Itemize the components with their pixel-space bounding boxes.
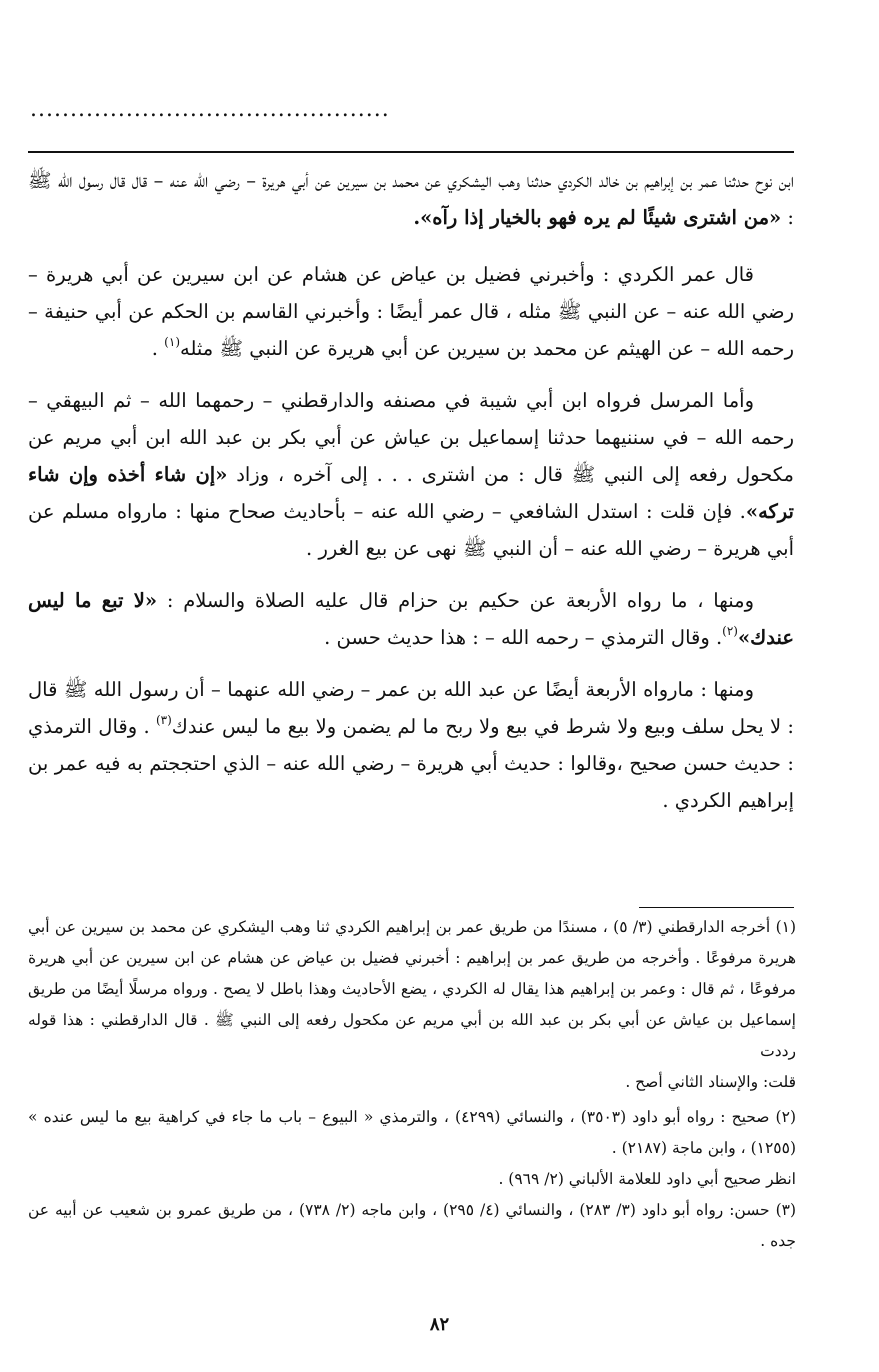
footnote-2: (٢) صحيح : رواه أبو داود (٣٥٠٣) ، والنسائي (٤٢٩٩) ، والترمذي « البيوع – باب ما جاء في كراهية بيع ما ليس عنده » (١٢٥٥) ، وابن ماجة (٢١٨٧) . xyxy=(28,1108,796,1157)
hadith-quote: «لا تبع ما ليس عندك» xyxy=(28,589,794,649)
paragraph-4 xyxy=(28,582,794,656)
dotted-separator: ............................................. xyxy=(30,97,390,122)
paragraph-5-text: ومنها : مارواه الأربعة أيضًا عن عبد الله بن عمر – رضي الله عنهما – أن رسول الله ﷺ قال : لا يحل سلف وبيع ولا شرط في بيع ولا ربح ما لم يضمن ولا بيع ما ليس عندك xyxy=(28,678,794,738)
paragraph-3-text: وأما المرسل فرواه ابن أبي شيبة في مصنفه والدارقطني – رحمهما الله – ثم البيهقي – رحمه الله – في سننيهما حدثنا إسماعيل بن عياش عن أبي بكر بن عبد الله ابن أبي مريم عن مكحول رفعه إلى النبي ﷺ قال : من اشترى . . . إلى آخره ، وزاد xyxy=(28,389,794,486)
paragraph-2 xyxy=(28,256,794,367)
paragraph-1 xyxy=(28,162,794,236)
paragraph-5-rest: . وقال الترمذي : حديث حسن صحيح ،وقالوا : حديث أبي هريرة – رضي الله عنه – الذي احتججتم به فيه عمر بن إبراهيم الكردي . xyxy=(28,715,794,812)
hadith-quote: «من اشترى شيئًا لم يره فهو بالخيار إذا رآه». xyxy=(413,206,782,229)
footnote-1-note: قلت: والإسناد الثاني أصح . xyxy=(625,1073,796,1091)
footnote-ref-2[interactable]: (٢) xyxy=(722,624,738,638)
main-text xyxy=(28,162,794,834)
paragraph-3 xyxy=(28,382,794,567)
footnote-3: (٣) حسن: رواه أبو داود (٣/ ٢٨٣) ، والنسائي (٤/ ٢٩٥) ، وابن ماجه (٢/ ٧٣٨) ، من طريق عمرو بن شعيب عن أبيه عن جده . xyxy=(28,1201,797,1250)
footnote-rule xyxy=(639,907,794,908)
paragraph-2-text: قال عمر الكردي : وأخبرني فضيل بن عياض عن هشام عن ابن سيرين عن أبي هريرة – رضي الله عنه – عن النبي ﷺ مثله ، قال عمر أيضًا : وأخبرني القاسم بن الحكم عن أبي حنيفة – رحمه الله – عن الهيثم عن محمد بن سيرين عن أبي هريرة عن النبي ﷺ مثله xyxy=(28,263,794,360)
page-number: ٨٢ xyxy=(429,1314,450,1335)
footnote-ref-3[interactable]: (٣) xyxy=(155,713,172,727)
paragraph-4-rest: . وقال الترمذي – رحمه الله – : هذا حديث حسن . xyxy=(324,626,723,649)
footnotes xyxy=(28,912,796,1257)
footnote-ref-1[interactable]: (١) xyxy=(164,335,180,349)
hadith-quote: «إن شاء أخذه وإن شاء تركه» xyxy=(28,463,794,523)
paragraph-1-text: ابن نوح حدثنا عمر بن إبراهيم بن خالد الكردي حدثنا وهب اليشكري عن محمد بن سيرين عن أبي هريرة – رضي الله عنه – قال قال رسول الله ﷺ : xyxy=(28,169,794,229)
footnote-1: (١) أخرجه الدارقطني (٣/ ٥) ، مسندًا من طريق عمر بن إبراهيم الكردي ثنا وهب اليشكري عن محمد بن سيرين عن أبي هريرة مرفوعًا . وأخرجه من طريق عمر بن إبراهيم : أخبرني فضيل بن عياض عن هشام عن ابن سيرين عن أبي هريرة مرفوعًا ، ثم قال : وعمر بن إبراهيم هذا يقال له الكردي ، يضع الأحاديث وهذا باطل لا يصح . ورواه مرسلًا أيضًا من طريق إسماعيل بن عياش عن أبي بكر بن عبد الله بن أبي مريم عن مكحول رفعه إلى النبي ﷺ . قال الدارقطني : هذا قوله رددت xyxy=(28,918,797,1060)
footnote-2-note: انظر صحيح أبي داود للعلامة الألباني (٢/ ٩٦٩) . xyxy=(498,1170,796,1188)
paragraph-3-rest: . فإن قلت : استدل الشافعي – رضي الله عنه – بأحاديث صحاح منها : مارواه مسلم عن أبي هريرة – رضي الله عنه – أن النبي ﷺ نهى عن بيع الغرر . xyxy=(28,500,794,560)
paragraph-4-text: ومنها ، ما رواه الأربعة عن حكيم بن حزام قال عليه الصلاة والسلام : xyxy=(166,589,754,612)
header-rule xyxy=(28,151,794,153)
paragraph-5 xyxy=(28,671,794,819)
paragraph-2-end: . xyxy=(151,337,165,360)
